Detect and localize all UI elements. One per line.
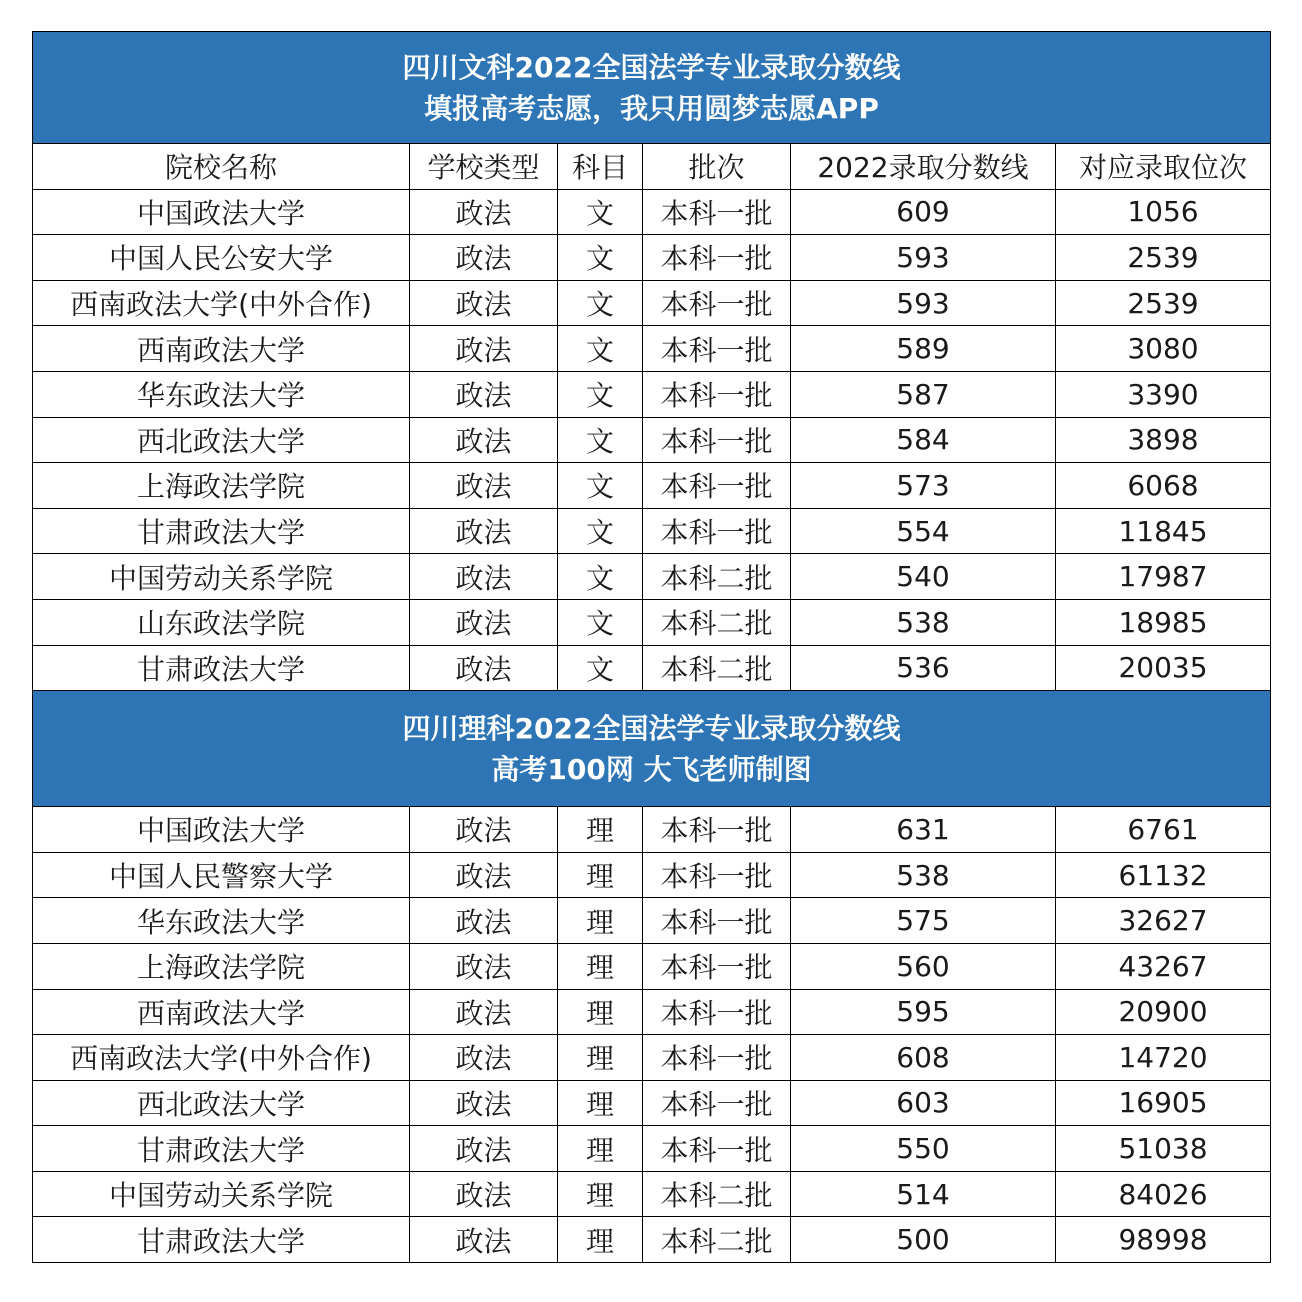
- table-row: [33, 645, 1271, 691]
- table-cell: 538: [791, 852, 1056, 898]
- table-cell: 32627: [1056, 898, 1271, 944]
- table-cell: 政法: [410, 1171, 558, 1217]
- table-cell: 14720: [1056, 1035, 1271, 1081]
- table-cell: 584: [791, 417, 1056, 463]
- table-cell: 本科一批: [643, 371, 791, 417]
- table-cell: 595: [791, 989, 1056, 1035]
- table-cell: 西南政法大学: [33, 326, 410, 372]
- table-cell: 政法: [410, 1035, 558, 1081]
- table-cell: 84026: [1056, 1171, 1271, 1217]
- table-cell: 514: [791, 1171, 1056, 1217]
- table-cell: 理: [558, 1035, 643, 1081]
- table-cell: 本科一批: [643, 235, 791, 281]
- table-cell: 3390: [1056, 371, 1271, 417]
- section-subtitle: 高考100网 大飞老师制图: [491, 752, 812, 786]
- table-cell: 560: [791, 943, 1056, 989]
- table-cell: 本科一批: [643, 1035, 791, 1081]
- table-row: [33, 1035, 1271, 1081]
- table-cell: 政法: [410, 852, 558, 898]
- table-cell: 甘肃政法大学: [33, 645, 410, 691]
- section-title: 四川理科2022全国法学专业录取分数线: [402, 711, 901, 745]
- table-cell: 政法: [410, 807, 558, 853]
- table-cell: 文: [558, 189, 643, 235]
- table-cell: 文: [558, 326, 643, 372]
- table-cell: 2539: [1056, 280, 1271, 326]
- table-cell: 西南政法大学(中外合作): [33, 280, 410, 326]
- table-cell: 500: [791, 1217, 1056, 1263]
- table-cell: 603: [791, 1080, 1056, 1126]
- table-cell: 中国劳动关系学院: [33, 1171, 410, 1217]
- table-cell: 政法: [410, 989, 558, 1035]
- table-cell: 98998: [1056, 1217, 1271, 1263]
- table-cell: 中国政法大学: [33, 189, 410, 235]
- table-row: [33, 235, 1271, 281]
- table-cell: 61132: [1056, 852, 1271, 898]
- table-cell: 政法: [410, 1126, 558, 1172]
- header-cell: 科目: [558, 144, 643, 190]
- table-cell: 西北政法大学: [33, 417, 410, 463]
- table-cell: 文: [558, 417, 643, 463]
- table-cell: 西南政法大学: [33, 989, 410, 1035]
- table-cell: 甘肃政法大学: [33, 1217, 410, 1263]
- section-title: 四川文科2022全国法学专业录取分数线: [402, 50, 901, 84]
- table-cell: 中国政法大学: [33, 807, 410, 853]
- table-cell: 政法: [410, 371, 558, 417]
- table-cell: 西南政法大学(中外合作): [33, 1035, 410, 1081]
- table-cell: 本科一批: [643, 1080, 791, 1126]
- table-cell: 华东政法大学: [33, 371, 410, 417]
- table-row: [33, 852, 1271, 898]
- table-cell: 本科一批: [643, 898, 791, 944]
- table-cell: 20900: [1056, 989, 1271, 1035]
- table-cell: 本科二批: [643, 1171, 791, 1217]
- table-cell: 本科一批: [643, 463, 791, 509]
- header-row: [33, 144, 1271, 190]
- table-cell: 3080: [1056, 326, 1271, 372]
- table-cell: 中国人民警察大学: [33, 852, 410, 898]
- table-row: [33, 508, 1271, 554]
- table-cell: 609: [791, 189, 1056, 235]
- table-row: [33, 898, 1271, 944]
- table-cell: 中国人民公安大学: [33, 235, 410, 281]
- table-row: [33, 989, 1271, 1035]
- header-cell: 批次: [643, 144, 791, 190]
- table-cell: 上海政法学院: [33, 943, 410, 989]
- table-cell: 本科二批: [643, 645, 791, 691]
- table-cell: 文: [558, 371, 643, 417]
- table-cell: 文: [558, 235, 643, 281]
- table-cell: 中国劳动关系学院: [33, 554, 410, 600]
- table-cell: 理: [558, 1217, 643, 1263]
- table-cell: 2539: [1056, 235, 1271, 281]
- table-row: [33, 371, 1271, 417]
- section-banner-arts: [33, 32, 1271, 144]
- table-cell: 631: [791, 807, 1056, 853]
- table-cell: 政法: [410, 235, 558, 281]
- table-cell: 本科一批: [643, 189, 791, 235]
- table-cell: 11845: [1056, 508, 1271, 554]
- table-cell: 文: [558, 280, 643, 326]
- table-cell: 593: [791, 235, 1056, 281]
- table-cell: 本科一批: [643, 807, 791, 853]
- table-cell: 政法: [410, 508, 558, 554]
- table-cell: 西北政法大学: [33, 1080, 410, 1126]
- table-cell: 本科一批: [643, 326, 791, 372]
- table-cell: 文: [558, 554, 643, 600]
- table-cell: 538: [791, 599, 1056, 645]
- table-cell: 本科一批: [643, 943, 791, 989]
- table-row: [33, 417, 1271, 463]
- table-cell: 536: [791, 645, 1056, 691]
- table-cell: 589: [791, 326, 1056, 372]
- table-row: [33, 326, 1271, 372]
- section-subtitle: 填报高考志愿，我只用圆梦志愿APP: [424, 91, 879, 125]
- header-cell: 院校名称: [33, 144, 410, 190]
- table-cell: 甘肃政法大学: [33, 508, 410, 554]
- table-cell: 本科二批: [643, 599, 791, 645]
- table-cell: 政法: [410, 326, 558, 372]
- table-cell: 6068: [1056, 463, 1271, 509]
- table-cell: 本科一批: [643, 989, 791, 1035]
- table-cell: 本科一批: [643, 1126, 791, 1172]
- table-row: [33, 1080, 1271, 1126]
- table-cell: 文: [558, 599, 643, 645]
- table-cell: 51038: [1056, 1126, 1271, 1172]
- table-cell: 政法: [410, 280, 558, 326]
- table-cell: 政法: [410, 599, 558, 645]
- table-cell: 17987: [1056, 554, 1271, 600]
- table-row: [33, 807, 1271, 853]
- table-row: [33, 554, 1271, 600]
- table-cell: 16905: [1056, 1080, 1271, 1126]
- table-cell: 573: [791, 463, 1056, 509]
- table-row: [33, 463, 1271, 509]
- table-cell: 政法: [410, 898, 558, 944]
- table-cell: 甘肃政法大学: [33, 1126, 410, 1172]
- header-cell: 学校类型: [410, 144, 558, 190]
- table-cell: 20035: [1056, 645, 1271, 691]
- admission-score-table: [32, 31, 1271, 1263]
- table-cell: 1056: [1056, 189, 1271, 235]
- table-cell: 文: [558, 508, 643, 554]
- table-cell: 理: [558, 898, 643, 944]
- table-cell: 理: [558, 807, 643, 853]
- table-cell: 理: [558, 1080, 643, 1126]
- table-cell: 政法: [410, 943, 558, 989]
- table-cell: 理: [558, 943, 643, 989]
- table-cell: 本科一批: [643, 852, 791, 898]
- table-cell: 18985: [1056, 599, 1271, 645]
- table-cell: 理: [558, 1126, 643, 1172]
- table-row: [33, 943, 1271, 989]
- table-cell: 587: [791, 371, 1056, 417]
- table-cell: 540: [791, 554, 1056, 600]
- table-cell: 本科一批: [643, 280, 791, 326]
- table-cell: 本科二批: [643, 1217, 791, 1263]
- table-row: [33, 1217, 1271, 1263]
- table-cell: 593: [791, 280, 1056, 326]
- table-cell: 本科一批: [643, 508, 791, 554]
- table-cell: 3898: [1056, 417, 1271, 463]
- table-cell: 政法: [410, 417, 558, 463]
- table-cell: 文: [558, 463, 643, 509]
- table-cell: 政法: [410, 1217, 558, 1263]
- header-cell: 对应录取位次: [1056, 144, 1271, 190]
- table-row: [33, 1126, 1271, 1172]
- table-cell: 上海政法学院: [33, 463, 410, 509]
- table-row: [33, 1171, 1271, 1217]
- table-cell: 554: [791, 508, 1056, 554]
- table-cell: 43267: [1056, 943, 1271, 989]
- table-cell: 政法: [410, 645, 558, 691]
- table-cell: 华东政法大学: [33, 898, 410, 944]
- table-cell: 政法: [410, 189, 558, 235]
- table-cell: 本科一批: [643, 417, 791, 463]
- header-cell: 2022录取分数线: [791, 144, 1056, 190]
- table-cell: 本科二批: [643, 554, 791, 600]
- table-row: [33, 599, 1271, 645]
- table-cell: 理: [558, 1171, 643, 1217]
- table-cell: 政法: [410, 463, 558, 509]
- table-cell: 575: [791, 898, 1056, 944]
- table-cell: 政法: [410, 554, 558, 600]
- table-cell: 550: [791, 1126, 1056, 1172]
- section-banner-science: [33, 691, 1271, 807]
- table-cell: 山东政法学院: [33, 599, 410, 645]
- table-cell: 6761: [1056, 807, 1271, 853]
- table-row: [33, 280, 1271, 326]
- table-cell: 政法: [410, 1080, 558, 1126]
- table-cell: 理: [558, 989, 643, 1035]
- table-cell: 理: [558, 852, 643, 898]
- table-cell: 文: [558, 645, 643, 691]
- table-cell: 608: [791, 1035, 1056, 1081]
- table-row: [33, 189, 1271, 235]
